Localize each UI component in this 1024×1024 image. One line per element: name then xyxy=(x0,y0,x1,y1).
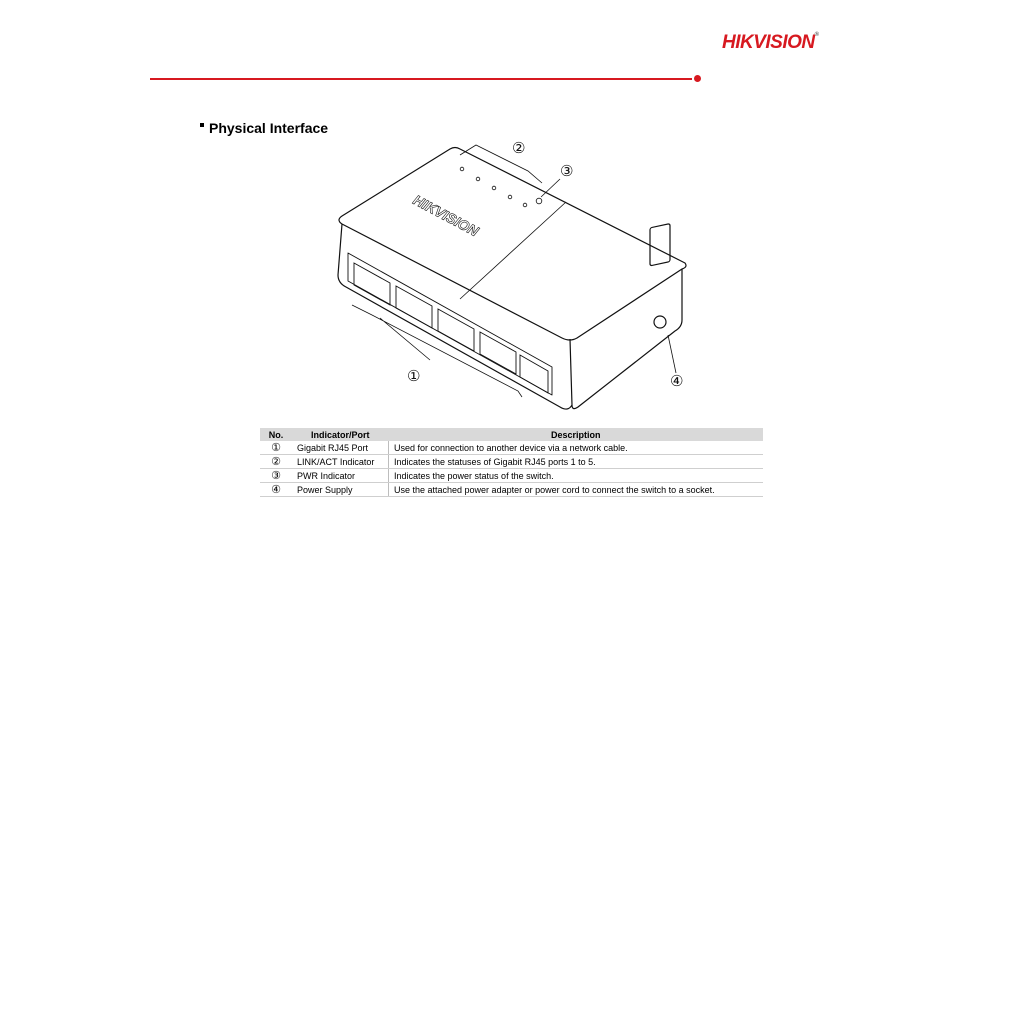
led-pwr xyxy=(536,198,542,204)
callout-2-bracket xyxy=(460,145,542,183)
switch-illustration xyxy=(320,135,700,420)
row-port: PWR Indicator xyxy=(292,469,389,483)
rj45-port xyxy=(480,332,516,374)
table-row xyxy=(260,441,763,455)
callout-4: ④ xyxy=(670,372,684,390)
callout-1-bracket xyxy=(352,305,522,397)
callout-4-leader xyxy=(668,335,676,373)
header-no: No. xyxy=(260,428,292,441)
header-rule-dot xyxy=(694,75,701,82)
rj45-port xyxy=(354,263,390,305)
switch-front-face xyxy=(338,224,572,409)
row-port: Power Supply xyxy=(292,483,389,497)
row-no: ① xyxy=(260,441,292,455)
row-description: Use the attached power adapter or power cord to connect the switch to a socket. xyxy=(389,483,764,497)
led-indicators xyxy=(460,167,542,207)
section-title xyxy=(200,120,328,136)
device-logo: HIKVISION xyxy=(410,191,482,240)
row-description: Indicates the statuses of Gigabit RJ45 ports 1 to 5. xyxy=(389,455,764,469)
power-jack-hole xyxy=(654,316,666,328)
row-no: ③ xyxy=(260,469,292,483)
row-port: Gigabit RJ45 Port xyxy=(292,441,389,455)
led-2 xyxy=(476,177,480,181)
header-rule xyxy=(150,78,692,80)
led-3 xyxy=(492,186,496,190)
logo-hik: HIK xyxy=(722,32,754,53)
row-no: ② xyxy=(260,455,292,469)
table-row xyxy=(260,455,763,469)
table-row xyxy=(260,469,763,483)
rj45-ports xyxy=(354,263,548,393)
interface-table xyxy=(260,428,763,497)
callout-3: ③ xyxy=(560,162,574,180)
header-description: Description xyxy=(389,428,764,441)
rj45-port xyxy=(438,309,474,351)
callout-2: ② xyxy=(512,139,526,157)
switch-top-divider xyxy=(460,202,566,299)
table-header-row xyxy=(260,428,763,441)
row-no: ④ xyxy=(260,483,292,497)
row-description: Used for connection to another device via a network cable. xyxy=(389,441,764,455)
switch-right-face xyxy=(572,269,682,409)
row-port: LINK/ACT Indicator xyxy=(292,455,389,469)
led-5 xyxy=(523,203,527,207)
rj45-port xyxy=(396,286,432,328)
switch-top-face xyxy=(339,148,686,341)
table-row xyxy=(260,483,763,497)
section-title-text: Physical Interface xyxy=(209,120,329,136)
power-jack xyxy=(650,224,670,266)
led-4 xyxy=(508,195,512,199)
logo-vision: VISION xyxy=(753,32,815,53)
callout-1: ① xyxy=(407,367,421,385)
switch-front-bezel xyxy=(348,253,552,395)
header-port: Indicator/Port xyxy=(292,428,389,441)
hikvision-logo xyxy=(722,32,819,54)
led-1 xyxy=(460,167,464,171)
bullet-icon xyxy=(200,123,204,127)
row-description: Indicates the power status of the switch. xyxy=(389,469,764,483)
logo-registered-mark: ® xyxy=(814,32,819,38)
